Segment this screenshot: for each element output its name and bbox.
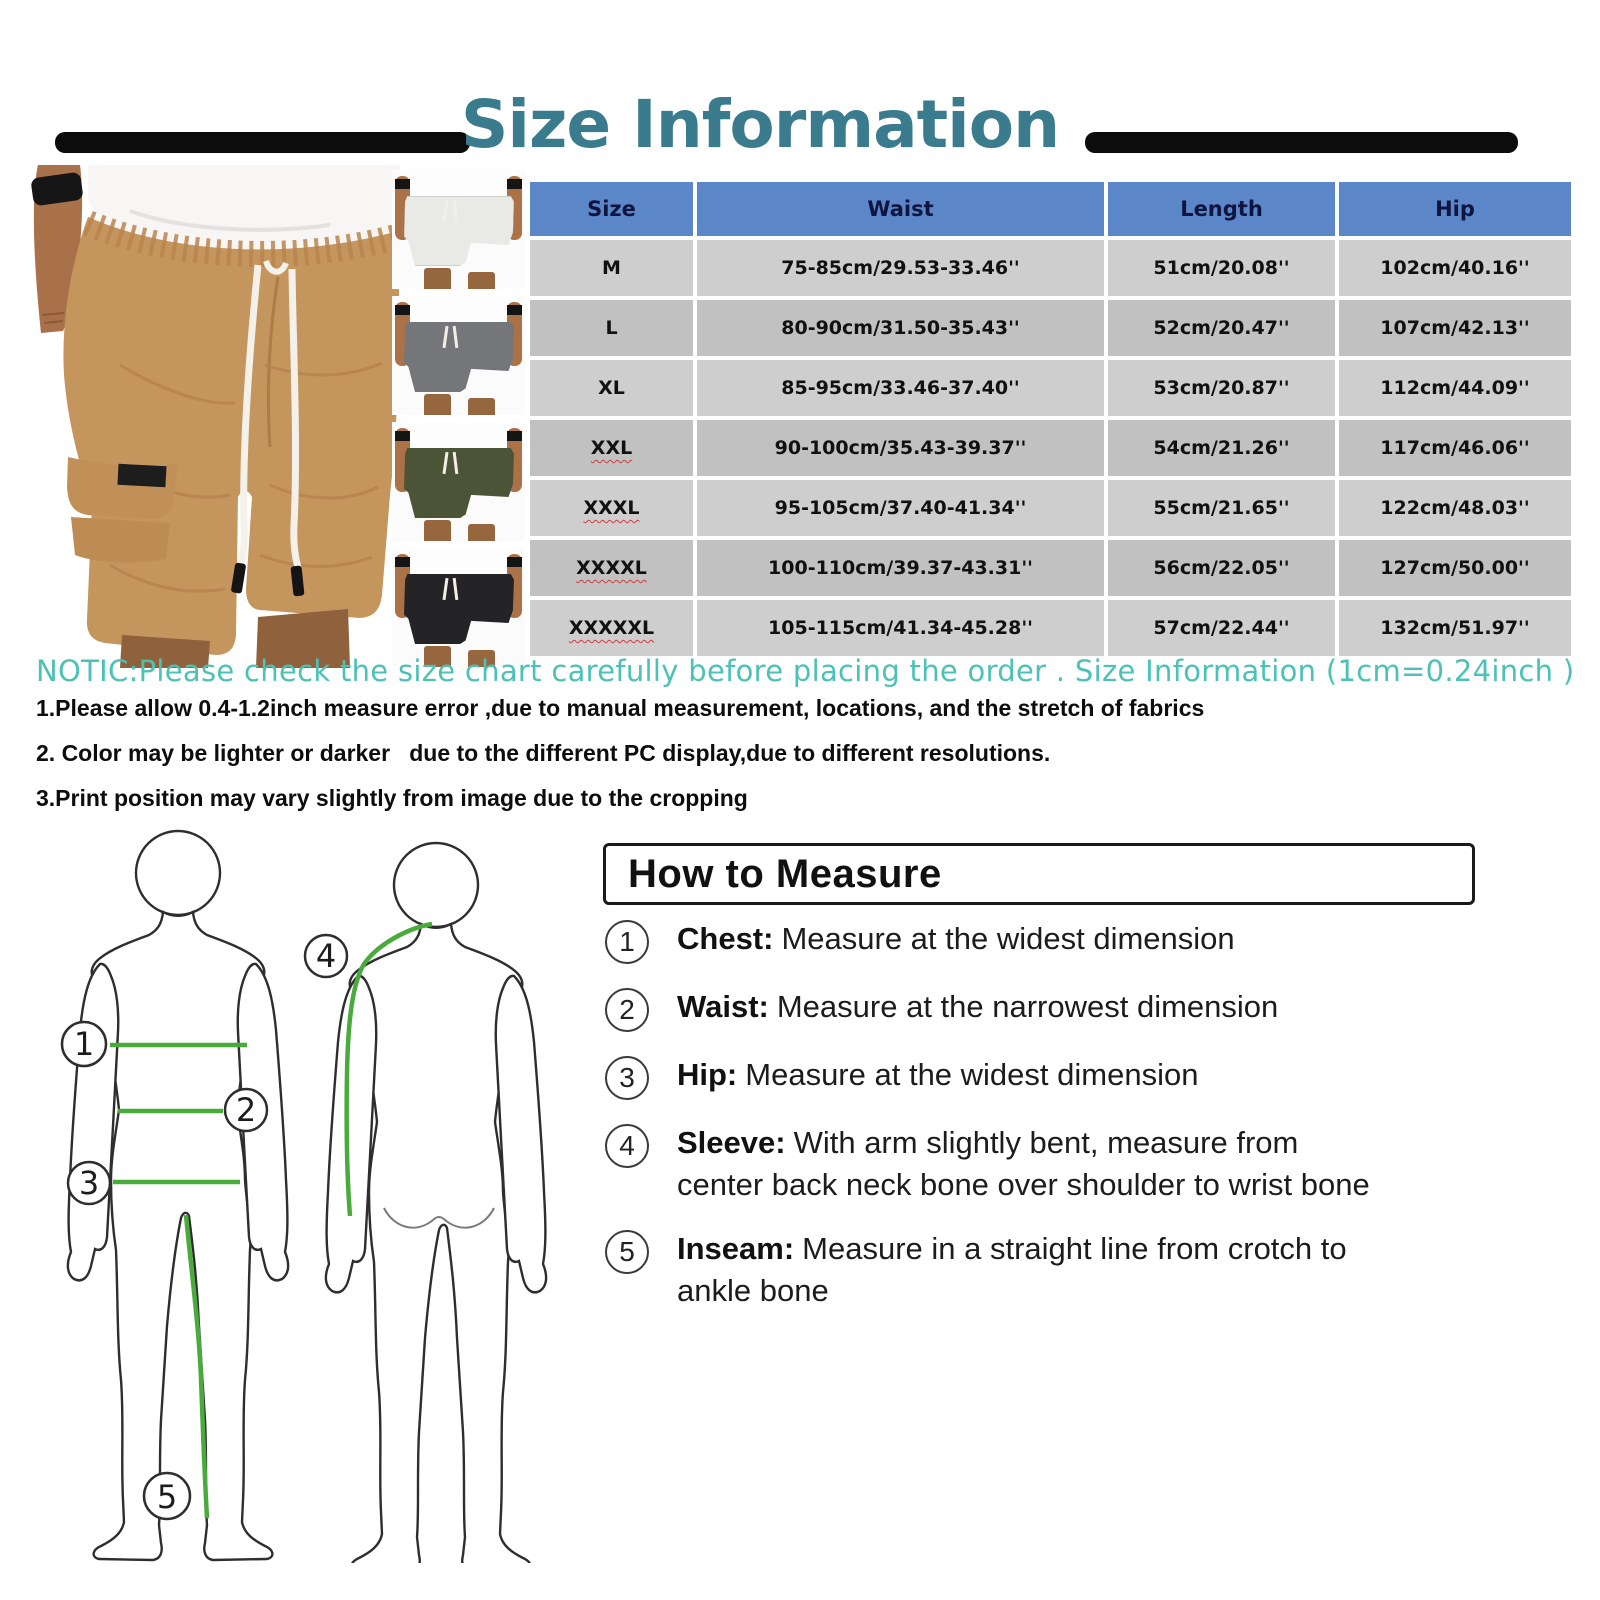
table-cell-hip: 122cm/48.03'' (1339, 480, 1571, 536)
variant-thumb-gray (392, 296, 525, 415)
table-cell-size: M (530, 240, 693, 296)
back-body-outline (326, 843, 546, 1563)
table-cell-waist: 80-90cm/31.50-35.43'' (697, 300, 1104, 356)
table-cell-hip: 112cm/44.09'' (1339, 360, 1571, 416)
table-cell-size: L (530, 300, 693, 356)
table-cell-hip: 132cm/51.97'' (1339, 600, 1571, 656)
measure-item-hip: 3 Hip: Measure at the widest dimension (605, 1054, 1505, 1100)
title-divider-right (1085, 132, 1518, 153)
main-product-image (30, 165, 400, 668)
table-cell-waist: 100-110cm/39.37-43.31'' (697, 540, 1104, 596)
how-to-measure-box (603, 843, 1475, 905)
svg-text:4: 4 (315, 937, 337, 975)
variant-thumb-black (392, 548, 525, 667)
table-cell-length: 53cm/20.87'' (1108, 360, 1335, 416)
item-number-circle: 5 (605, 1230, 649, 1274)
table-cell-size: XXXXXL (530, 600, 693, 656)
measure-point-3 (68, 1162, 110, 1204)
svg-text:1: 1 (73, 1025, 95, 1063)
measure-point-2 (225, 1089, 267, 1131)
table-cell-hip: 107cm/42.13'' (1339, 300, 1571, 356)
measure-item-inseam: 5 Inseam: Measure in a straight line from crotch to ankle bone (605, 1228, 1505, 1312)
item-number-circle: 4 (605, 1124, 649, 1168)
table-cell-size: XXXL (530, 480, 693, 536)
table-cell-length: 56cm/22.05'' (1108, 540, 1335, 596)
table-cell-length: 57cm/22.44'' (1108, 600, 1335, 656)
item-number-circle: 3 (605, 1056, 649, 1100)
measure-point-5 (144, 1473, 190, 1519)
thumb-shorts (404, 196, 514, 266)
table-cell-waist: 75-85cm/29.53-33.46'' (697, 240, 1104, 296)
size-table (530, 182, 1571, 656)
measurement-diagram (40, 818, 590, 1568)
item-number-circle: 1 (605, 920, 649, 964)
table-cell-hip: 117cm/46.06'' (1339, 420, 1571, 476)
column-header-length: Length (1108, 182, 1335, 236)
table-cell-length: 52cm/20.47'' (1108, 300, 1335, 356)
note-3: 3.Print position may vary slightly from image due to the cropping (36, 785, 748, 811)
svg-text:2: 2 (235, 1091, 257, 1129)
svg-text:5: 5 (156, 1478, 178, 1516)
column-header-size: Size (530, 182, 693, 236)
table-cell-waist: 90-100cm/35.43-39.37'' (697, 420, 1104, 476)
notes-list (36, 695, 1286, 830)
table-cell-length: 54cm/21.26'' (1108, 420, 1335, 476)
svg-text:3: 3 (78, 1164, 100, 1202)
measure-point-1 (62, 1022, 106, 1066)
table-cell-waist: 95-105cm/37.40-41.34'' (697, 480, 1104, 536)
khaki-shorts-illustration (30, 165, 400, 668)
how-to-measure-list (605, 918, 1505, 1311)
measure-item-waist: 2 Waist: Measure at the narrowest dimension (605, 986, 1505, 1032)
measure-item-chest: 1 Chest: Measure at the widest dimension (605, 918, 1505, 964)
table-cell-size: XXL (530, 420, 693, 476)
title-divider-left (55, 132, 470, 153)
table-cell-hip: 102cm/40.16'' (1339, 240, 1571, 296)
item-number-circle: 2 (605, 988, 649, 1032)
table-cell-length: 51cm/20.08'' (1108, 240, 1335, 296)
column-header-hip: Hip (1339, 182, 1571, 236)
note-2: 2. Color may be lighter or darker due to the different PC display,due to different resolutions. (36, 740, 1051, 766)
table-cell-size: XXXXL (530, 540, 693, 596)
table-cell-waist: 85-95cm/33.46-37.40'' (697, 360, 1104, 416)
table-cell-length: 55cm/21.65'' (1108, 480, 1335, 536)
page-title: Size Information (460, 86, 1060, 163)
variant-thumb-army-green (392, 422, 525, 541)
variant-thumb-white (392, 170, 525, 289)
table-cell-size: XL (530, 360, 693, 416)
size-notice: NOTIC:Please check the size chart carefully before placing the order . Size Information (1cm=0.24inch ) (36, 654, 1575, 688)
column-header-waist: Waist (697, 182, 1104, 236)
measure-item-sleeve: 4 Sleeve: With arm slightly bent, measure from center back neck bone over shoulder to wrist bone (605, 1122, 1505, 1206)
table-cell-waist: 105-115cm/41.34-45.28'' (697, 600, 1104, 656)
measure-point-4 (305, 935, 347, 977)
table-cell-hip: 127cm/50.00'' (1339, 540, 1571, 596)
note-1: 1.Please allow 0.4-1.2inch measure error ,due to manual measurement, locations, and the stretch of fabrics (36, 695, 1205, 721)
how-to-measure-title: How to Measure (628, 851, 942, 896)
